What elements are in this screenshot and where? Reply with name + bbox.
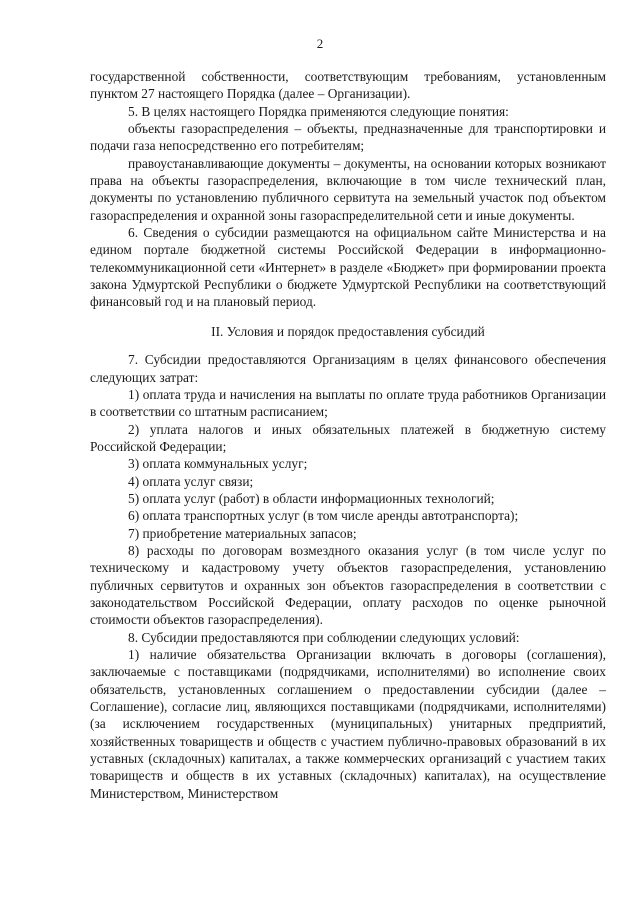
paragraph-def-gas-objects: объекты газораспределения – объекты, предназначенные для транспортировки и подачи газа непосредственно его потребителям; xyxy=(90,121,606,154)
paragraph-item-7-1: 1) оплата труда и начисления на выплаты по оплате труда работников Организации в соответствии со штатным расписанием; xyxy=(90,386,606,420)
paragraph-item-8-1: 1) наличие обязательства Организации включать в договоры (соглашения), заключаемые с поставщиками (подрядчиками, исполнителями) во исполнение своих обязательств, установленных соглашением о предоставлении субсидии (далее – Соглашение), согласие лиц, являющихся поставщиками (подрядчиками, исполнителями) (за исключением государственных (муниципальных) унитарных предприятий, хозяйственных товариществ и обществ с участием публично-правовых образований в их уставных (складочных) капиталах, а также коммерческих организаций с участием таких товариществ и обществ в их уставных (складочных) капиталах), на осуществление Министерством, Министерством xyxy=(90,647,606,801)
paragraph-item-7-8: 8) расходы по договорам возмездного оказания услуг (в том числе услуг по техническому и кадастровому учету объектов газораспределения, установлению публичных сервитутов и охранных зон объектов газораспределения в соответствии с законодательством Российской Федерации, оплату расходов по оценке рыночной стоимости объектов газораспределения). xyxy=(90,542,606,628)
paragraph-item-7-4: 4) оплата услуг связи; xyxy=(128,473,254,489)
paragraph-def-title-documents: правоустанавливающие документы – документы, на основании которых возникают права на объекты газораспределения, включающие в том числе технический план, документы по установлению публичного сервитута на земельный участок под объектом газораспределения и охранной зоны газораспределительной сети и иные документы. xyxy=(90,155,606,223)
section-heading-section-2-heading: II. Условия и порядок предоставления субсидий xyxy=(211,323,485,339)
paragraph-item-7: 7. Субсидии предоставляются Организациям в целях финансового обеспечения следующих затрат: xyxy=(90,352,606,385)
document-body xyxy=(90,68,606,802)
paragraph-item-8: 8. Субсидии предоставляются при соблюдении следующих условий: xyxy=(128,629,520,645)
paragraph-item-7-6: 6) оплата транспортных услуг (в том числе аренды автотранспорта); xyxy=(128,508,519,524)
paragraph-item-7-7: 7) приобретение материальных запасов; xyxy=(128,525,357,541)
paragraph-item-7-3: 3) оплата коммунальных услуг; xyxy=(128,456,308,472)
paragraph-item-7-5: 5) оплата услуг (работ) в области информационных технологий; xyxy=(128,490,495,506)
page-number: 2 xyxy=(316,36,324,51)
paragraph-item-6: 6. Сведения о субсидии размещаются на официальном сайте Министерства и на едином портале бюджетной системы Российской Федерации в информационно-телекоммуникационной сети «Интернет» в разделе «Бюджет» при формировании проекта закона Удмуртской Республики о бюджете Удмуртской Республики на соответствующий финансовый год и на плановый период. xyxy=(90,225,606,310)
paragraph-item-7-2: 2) уплата налогов и иных обязательных платежей в бюджетную систему Российской Федерации; xyxy=(90,421,606,454)
paragraph-item-5: 5. В целях настоящего Порядка применяются следующие понятия: xyxy=(128,103,509,119)
paragraph-cont-item-4: государственной собственности, соответствующим требованиям, установленным пунктом 27 настоящего Порядка (далее – Организации). xyxy=(90,69,606,102)
